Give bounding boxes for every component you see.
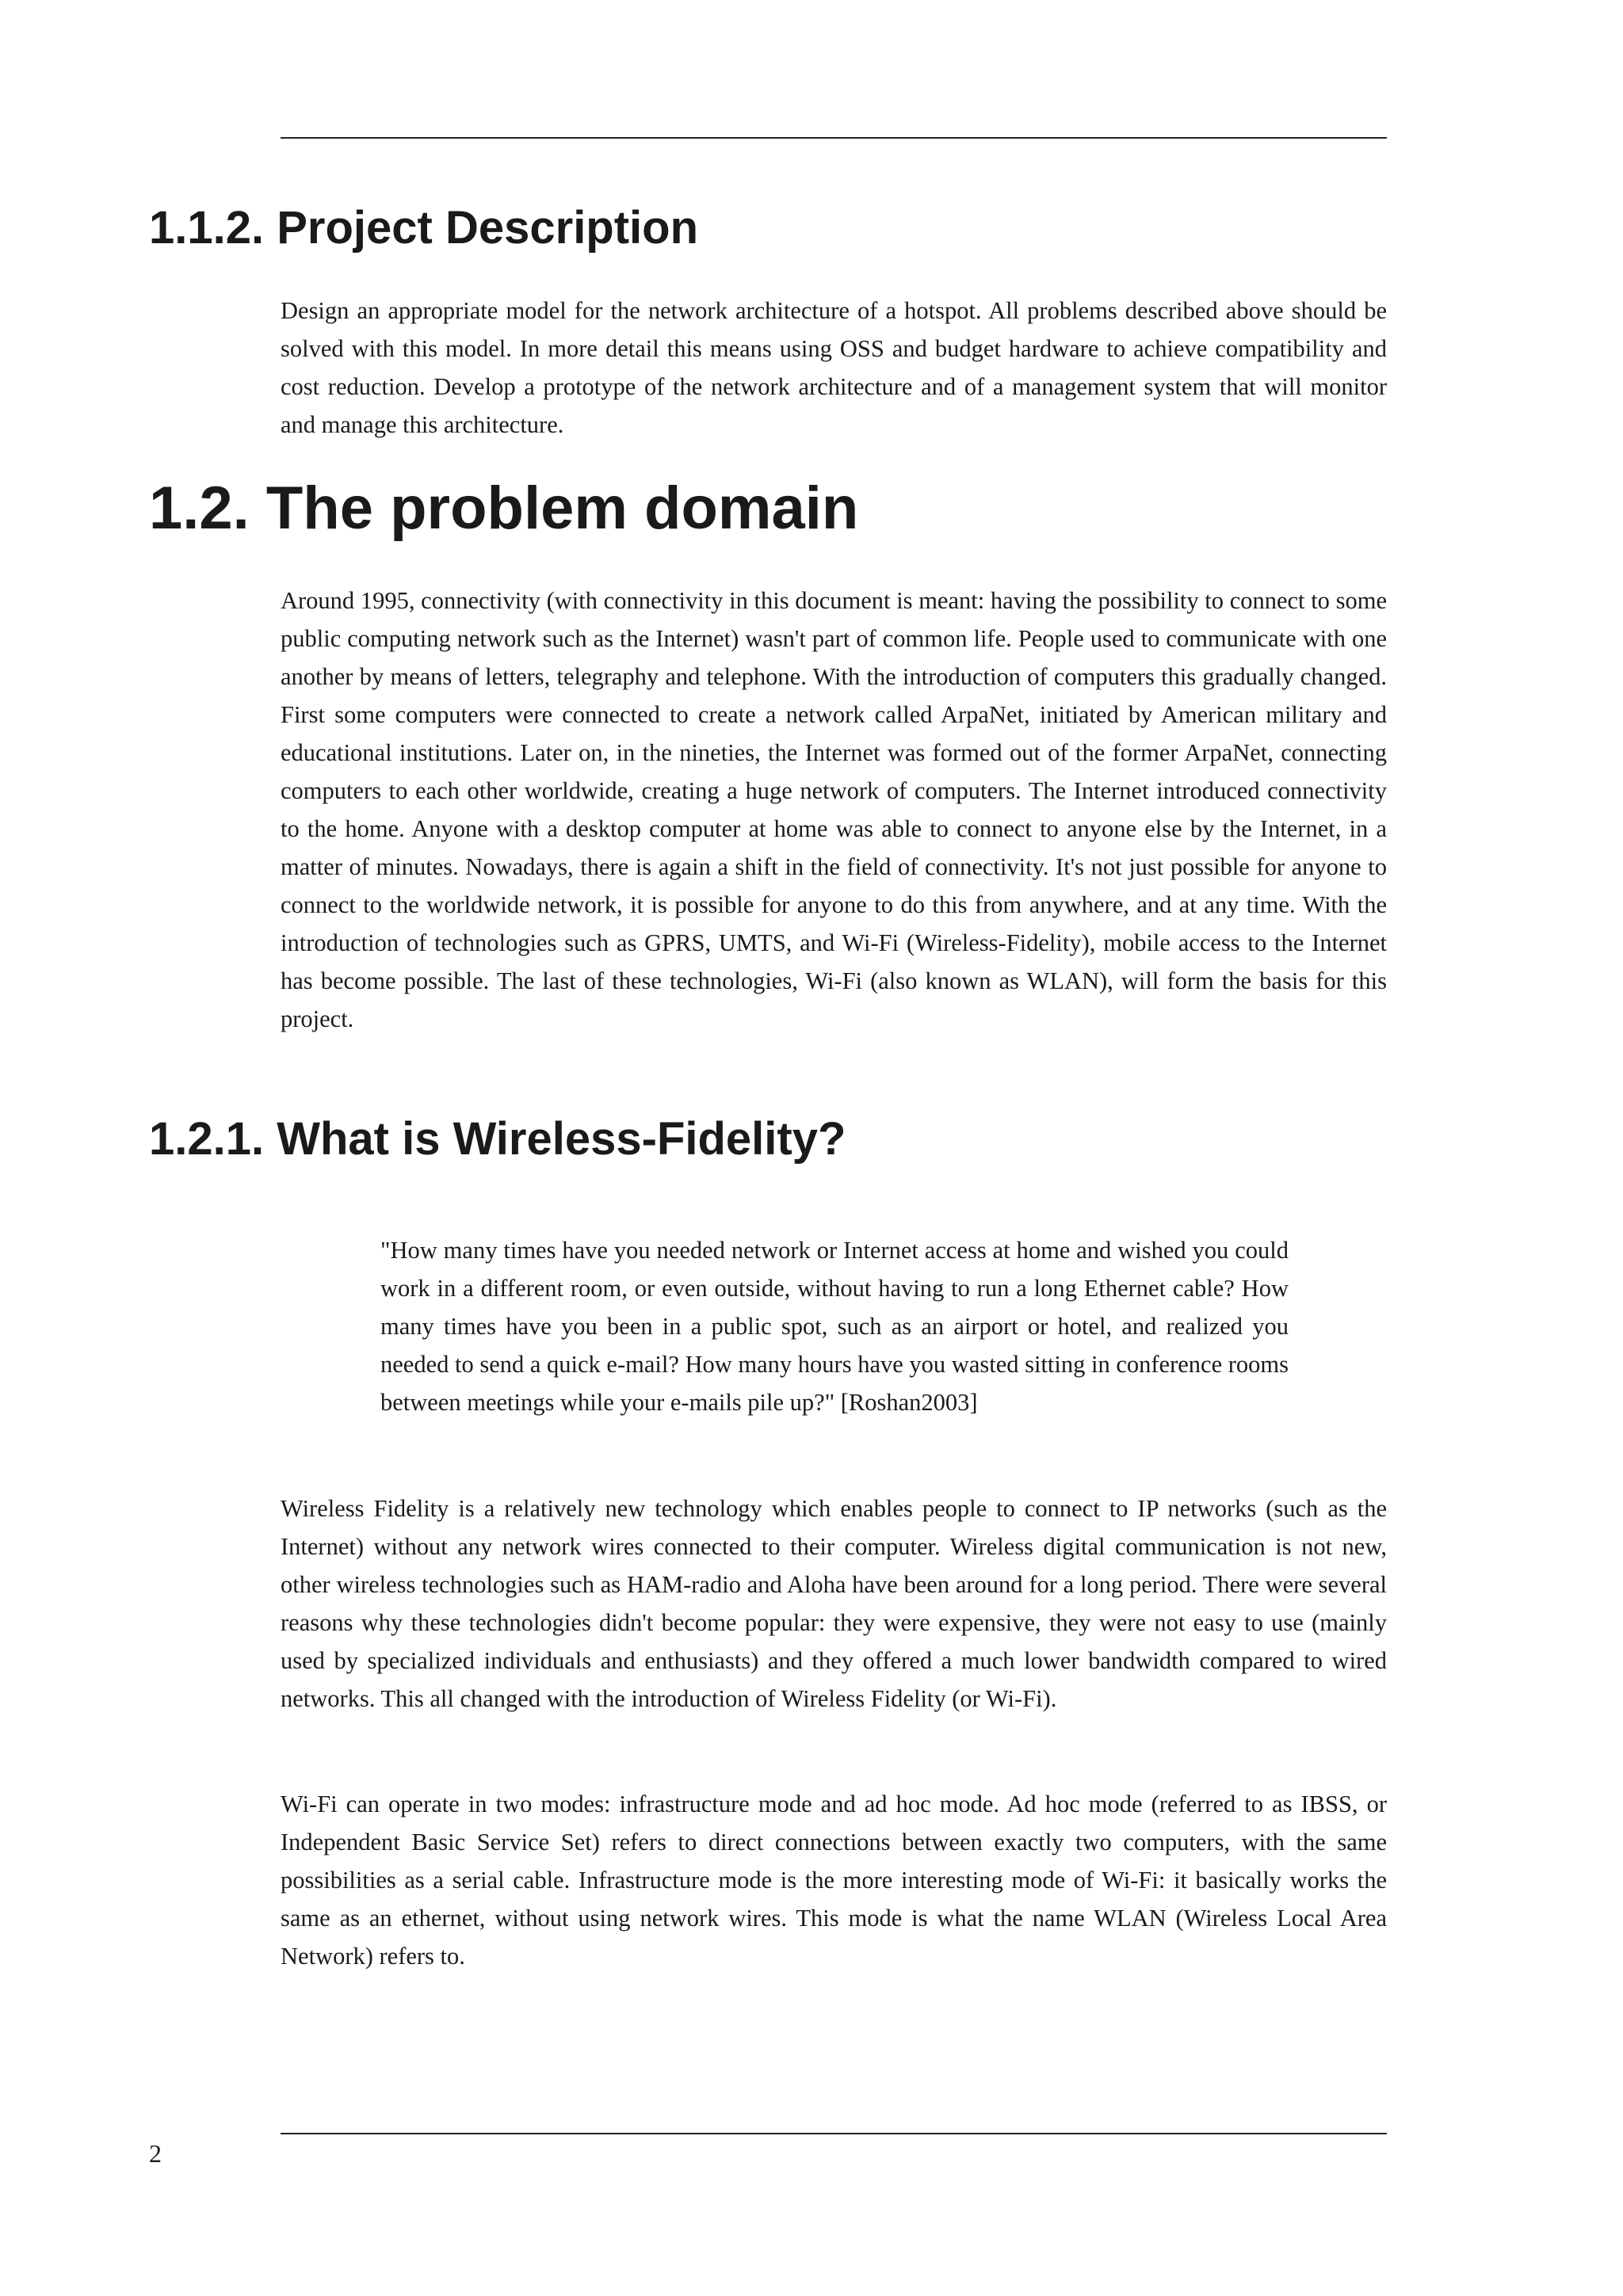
paragraph-problem-domain: Around 1995, connectivity (with connectivity in this document is meant: having the possibility to connect to some public computing network such as the Internet) wasn't part of common life. People used to communicate with one another by means of letters, telegraphy and telephone. With the introduction of computers this gradually changed. First some computers were connected to create a network called ArpaNet, initiated by American military and educational institutions. Later on, in the nineties, the Internet was formed out of the former ArpaNet, connecting computers to each other worldwide, creating a huge network of computers. The Internet introduced connectivity to the home. Anyone with a desktop computer at home was able to connect to anyone else by the Internet, in a matter of minutes. Nowadays, there is again a shift in the field of connectivity. It's not just possible for anyone to connect to the worldwide network, it is possible for anyone to do this from anywhere, and at any time. With the introduction of technologies such as GPRS, UMTS, and Wi-Fi (Wireless-Fidelity), mobile access to the Internet has become possible. The last of these technologies, Wi-Fi (also known as WLAN), will form the basis for this project. [281,587,1387,1032]
block-quote: "How many times have you needed network or Internet access at home and wished you could work in a different room, or even outside, without having to run a long Ethernet cable? How many times have you been in a public spot, such as an airport or hotel, and realized you needed to send a quick e-mail? How many hours have you wasted sitting in conference rooms between meetings while your e-mails pile up?" [Roshan2003] [380,1237,1289,1416]
section-heading-problem-domain: 1.2. The problem domain [149,475,859,542]
paragraph-wifi-modes: Wi-Fi can operate in two modes: infrastructure mode and ad hoc mode. Ad hoc mode (referred to as IBSS, or Independent Basic Service Set) refers to direct connections between exactly two computers, with the same possibilities as a serial cable. Infrastructure mode is the more interesting mode of Wi-Fi: it basically works the same as an ethernet, without using network wires. This mode is what the name WLAN (Wireless Local Area Network) refers to. [281,1791,1387,1970]
page-number: 2 [149,2139,162,2168]
section-heading-project-description: 1.1.2. Project Description [149,202,699,254]
footer-rule [281,2133,1387,2134]
section-heading-what-is-wifi: 1.2.1. What is Wireless-Fidelity? [149,1113,846,1165]
header-rule [281,137,1387,139]
paragraph-project-description: Design an appropriate model for the network architecture of a hotspot. All problems described above should be solved with this model. In more detail this means using OSS and budget hardware to achieve compatibility and cost reduction. Develop a prototype of the network architecture and of a management system that will monitor and manage this architecture. [281,297,1387,438]
paragraph-wifi-intro: Wireless Fidelity is a relatively new technology which enables people to connect to IP networks (such as the Internet) without any network wires connected to their computer. Wireless digital communication is not new, other wireless technologies such as HAM-radio and Aloha have been around for a long period. There were several reasons why these technologies didn't become popular: they were expensive, they were not easy to use (mainly used by specialized individuals and enthusiasts) and they offered a much lower bandwidth compared to wired networks. This all changed with the introduction of Wireless Fidelity (or Wi-Fi). [281,1495,1387,1712]
